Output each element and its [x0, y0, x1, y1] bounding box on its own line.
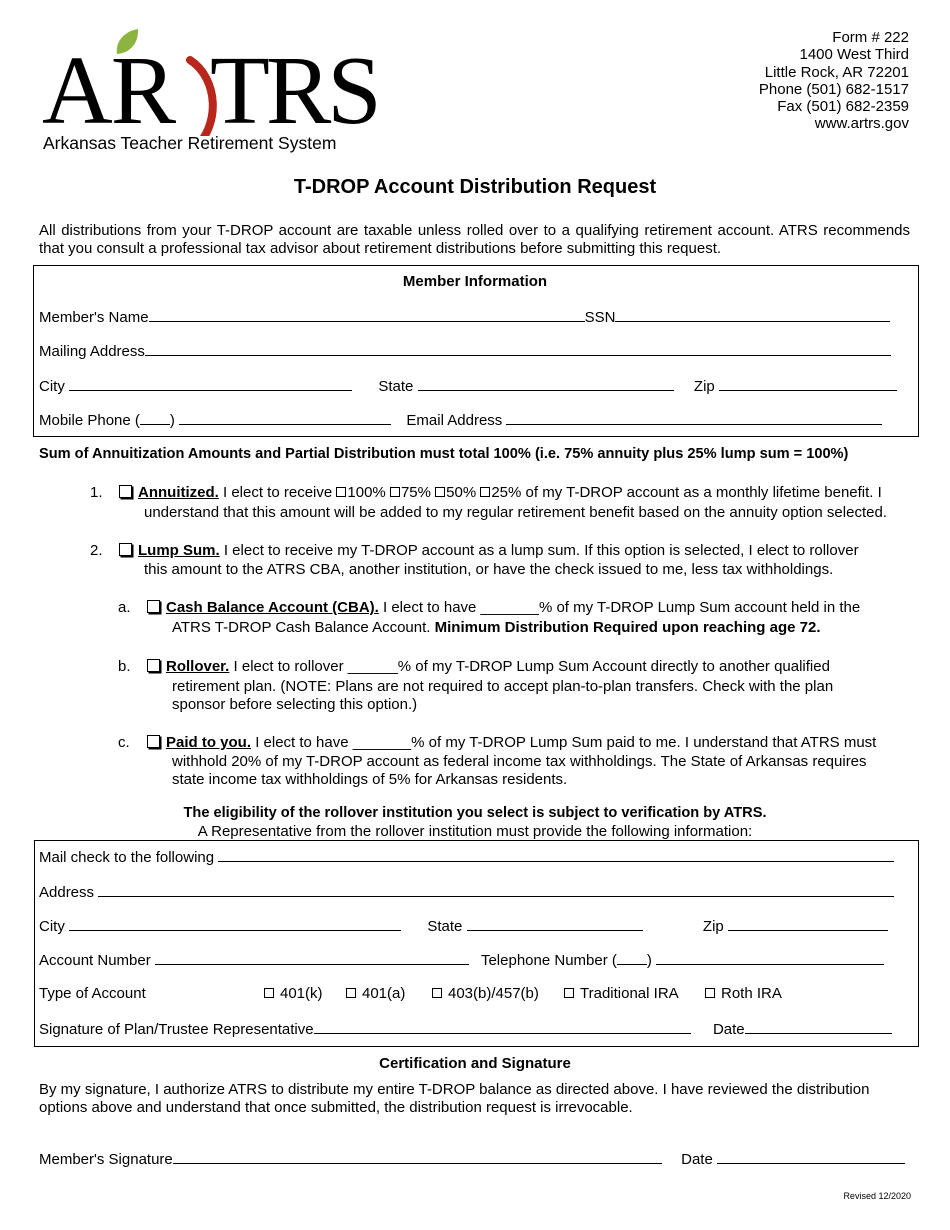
cba-title: Cash Balance Account (CBA).: [166, 599, 379, 616]
city-field[interactable]: [69, 377, 352, 391]
phone: Phone (501) 682-1517: [758, 80, 909, 98]
logo-ar: AR: [42, 37, 175, 145]
telephone-label: Telephone Number (: [480, 952, 617, 969]
trustee-signature-field[interactable]: [314, 1020, 691, 1034]
type-403b-checkbox[interactable]: [432, 988, 442, 998]
trustee-signature-row: [39, 1020, 892, 1038]
mailing-address-field[interactable]: [145, 342, 891, 356]
account-number-field[interactable]: [155, 951, 469, 965]
mail-check-field[interactable]: [218, 848, 894, 862]
page-title: T-DROP Account Distribution Request: [293, 176, 657, 198]
zip-label: Zip: [693, 378, 715, 395]
option-a-line-1: [147, 599, 860, 616]
annuitized-text-b: of my T-DROP account as a monthly lifetime benefit. I: [521, 484, 882, 501]
pct-75-label: 75%: [400, 484, 431, 501]
rollover-address-row: [39, 883, 894, 901]
rollover-address-field[interactable]: [98, 883, 894, 897]
member-date-label: Date: [681, 1151, 713, 1168]
intro-text: All distributions from your T-DROP account are taxable unless rolled over to a qualifying retirement account. ATRS recommends that you consult a professional tax advisor about retirement distributions before submitting this request.: [39, 222, 910, 257]
type-403b[interactable]: [432, 985, 539, 1002]
paid-to-you-text: I elect to have _______% of my T-DROP Lump Sum paid to me. I understand that ATRS must: [255, 734, 877, 751]
city-label: City: [39, 378, 65, 395]
type-roth-ira-label: Roth IRA: [721, 985, 782, 1002]
pct-100-label: 100%: [347, 484, 386, 501]
rollover-address-label: Address: [39, 884, 95, 901]
lump-sum-checkbox[interactable]: [119, 543, 132, 556]
option-b-line-1: [147, 658, 830, 675]
certification-heading: Certification and Signature: [379, 1055, 571, 1072]
mailing-address-row: [39, 342, 891, 360]
type-401k-checkbox[interactable]: [264, 988, 274, 998]
mailing-address-label: Mailing Address: [39, 343, 145, 360]
option-2-number: 2.: [90, 542, 103, 559]
type-of-account-row: [39, 985, 146, 1002]
type-roth-ira[interactable]: [705, 985, 782, 1002]
option-b-letter: b.: [118, 658, 131, 675]
option-a-letter: a.: [118, 599, 131, 616]
rollover-text: I elect to rollover ______% of my T-DROP Lump Sum Account directly to another qualified: [233, 658, 830, 675]
logo: [40, 26, 378, 156]
logo-trs: TRS: [210, 37, 378, 145]
member-name-row: [39, 308, 890, 326]
cba-line-2: ATRS T-DROP Cash Balance Account.: [172, 619, 431, 636]
telephone-close: ): [646, 952, 652, 969]
member-date-field[interactable]: [717, 1150, 905, 1164]
annuitized-text-a: I elect to receive: [223, 484, 337, 501]
address-block: [759, 29, 909, 133]
rollover-city-field[interactable]: [69, 917, 401, 931]
cba-text: I elect to have _______% of my T-DROP Lump Sum account held in the: [382, 599, 861, 616]
mobile-close: ): [169, 412, 175, 429]
annuitized-title: Annuitized.: [138, 484, 219, 501]
type-401a-label: 401(a): [362, 985, 406, 1002]
option-c-line-1: [147, 734, 876, 751]
option-a-line-2: [172, 619, 821, 636]
member-name-field[interactable]: [149, 308, 585, 322]
pct-100-checkbox[interactable]: [336, 487, 346, 497]
email-field[interactable]: [506, 411, 882, 425]
mobile-label: Mobile Phone (: [39, 412, 140, 429]
type-traditional-ira-label: Traditional IRA: [580, 985, 679, 1002]
type-of-account-label: Type of Account: [39, 985, 146, 1002]
option-1-line-1: [119, 484, 882, 501]
zip-field[interactable]: [719, 377, 897, 391]
rollover-zip-label: Zip: [702, 918, 724, 935]
form-number: Form # 222: [832, 29, 909, 46]
mobile-row: [39, 411, 882, 429]
option-1-number: 1.: [90, 484, 103, 501]
sum-note: Sum of Annuitization Amounts and Partial Distribution must total 100% (i.e. 75% annuity plus 25% lump sum = 100%): [39, 446, 849, 462]
paid-to-you-checkbox[interactable]: [147, 735, 160, 748]
member-signature-row: [39, 1150, 905, 1168]
member-signature-field[interactable]: [173, 1150, 662, 1164]
option-2-line-1: [119, 542, 859, 559]
type-roth-ira-checkbox[interactable]: [705, 988, 715, 998]
certification-text: By my signature, I authorize ATRS to distribute my entire T-DROP balance as directed above. I have reviewed the distribution options above and understand that once submitted, the distribution request is irrevocable.: [39, 1081, 870, 1116]
option-b-line-2: retirement plan. (NOTE: Plans are not required to accept plan-to-plan transfers. Check with the plan: [172, 678, 834, 695]
trustee-date-field[interactable]: [745, 1020, 892, 1034]
telephone-field[interactable]: [656, 951, 884, 965]
option-2-line-2: this amount to the ATRS CBA, another institution, or have the check issued to me, less tax withholdings.: [144, 561, 834, 578]
member-name-label: Member's Name: [39, 309, 149, 326]
org-name: Arkansas Teacher Retirement System: [43, 133, 337, 153]
rollover-state-field[interactable]: [467, 917, 643, 931]
rollover-info-box: [34, 840, 919, 1047]
type-403b-label: 403(b)/457(b): [448, 985, 539, 1002]
option-b-line-3: sponsor before selecting this option.): [172, 696, 418, 713]
mobile-area-field[interactable]: [140, 411, 170, 425]
cba-min-distribution: Minimum Distribution Required upon reaching age 72.: [434, 619, 821, 636]
member-city-row: [39, 377, 897, 395]
revised-date: Revised 12/2020: [843, 1191, 911, 1201]
pct-25-label: 25%: [491, 484, 522, 501]
rollover-city-row: [39, 917, 888, 935]
option-c-letter: c.: [118, 734, 130, 751]
website: www.artrs.gov: [814, 115, 909, 133]
rollover-state-label: State: [427, 918, 463, 935]
account-row: [39, 951, 884, 969]
type-traditional-ira[interactable]: [564, 985, 679, 1002]
ssn-label: SSN: [584, 309, 616, 326]
state-field[interactable]: [418, 377, 674, 391]
pct-75-checkbox[interactable]: [390, 487, 400, 497]
mail-check-label: Mail check to the following: [39, 849, 215, 866]
rollover-title: Rollover.: [166, 658, 230, 675]
fax: Fax (501) 682-2359: [777, 98, 909, 116]
mail-check-row: [39, 848, 894, 866]
email-label: Email Address: [406, 412, 503, 429]
pct-50-checkbox[interactable]: [435, 487, 445, 497]
paid-to-you-title: Paid to you.: [166, 734, 252, 751]
rollover-city-label: City: [39, 918, 65, 935]
annuitized-checkbox[interactable]: [119, 485, 132, 498]
lump-sum-title: Lump Sum.: [138, 542, 220, 559]
pct-50-label: 50%: [446, 484, 477, 501]
option-c-line-3: state income tax withholdings of 5% for Arkansas residents.: [172, 771, 568, 788]
representative-note: A Representative from the rollover institution must provide the following information:: [197, 823, 753, 840]
mobile-field[interactable]: [179, 411, 391, 425]
pct-25-checkbox[interactable]: [480, 487, 490, 497]
type-401k-label: 401(k): [280, 985, 323, 1002]
member-info-heading: Member Information: [402, 273, 548, 290]
trustee-date-label: Date: [712, 1021, 745, 1038]
type-401k[interactable]: [264, 985, 323, 1002]
street: 1400 West Third: [799, 46, 909, 64]
type-401a[interactable]: [346, 985, 405, 1002]
city-state-zip: Little Rock, AR 72201: [764, 63, 909, 81]
cba-checkbox[interactable]: [147, 600, 160, 613]
member-signature-label: Member's Signature: [39, 1151, 173, 1168]
rollover-zip-field[interactable]: [728, 917, 888, 931]
trustee-signature-label: Signature of Plan/Trustee Representative: [39, 1021, 314, 1038]
eligibility-note: The eligibility of the rollover institution you select is subject to verification by ATRS.: [183, 805, 767, 821]
option-1-line-2: understand that this amount will be added to my regular retirement benefit based on the annuity option selected.: [144, 504, 887, 521]
telephone-area-field[interactable]: [617, 951, 647, 965]
lump-sum-text: I elect to receive my T-DROP account as a lump sum. If this option is selected, I elect to rollover: [223, 542, 859, 559]
state-label: State: [378, 378, 414, 395]
type-traditional-ira-checkbox[interactable]: [564, 988, 574, 998]
type-401a-checkbox[interactable]: [346, 988, 356, 998]
account-number-label: Account Number: [39, 952, 151, 969]
option-c-line-2: withhold 20% of my T-DROP account as federal income tax withholdings. The State of Arkansas requires: [172, 753, 867, 770]
rollover-checkbox[interactable]: [147, 659, 160, 672]
ssn-field[interactable]: [615, 308, 890, 322]
